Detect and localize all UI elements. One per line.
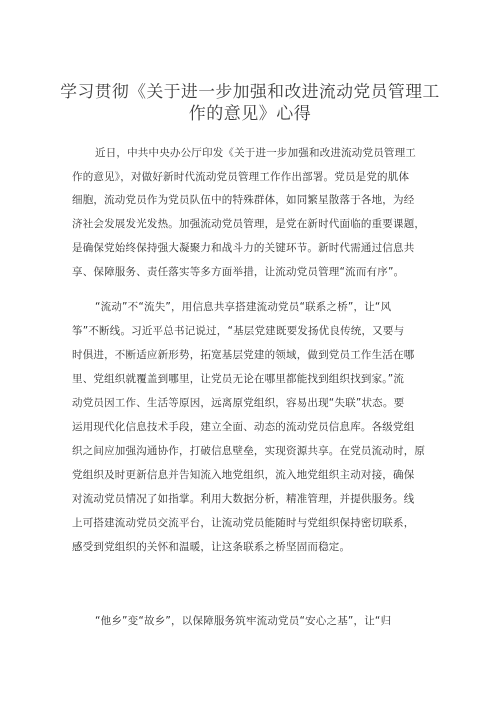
document-title-line-2: 作的意见》心得 — [188, 104, 312, 124]
paragraph-2-line-7: 织之间应加强沟通协作，打破信息壁垒，实现资源共享。在党员流动时，原 — [72, 445, 426, 457]
paragraph-2-line-8: 党组织及时更新信息并告知流入地党组织，流入地党组织主动对接，确保 — [72, 469, 415, 481]
paragraph-1-line-1: 近日，中共中央办公厅印发《关于进一步加强和改进流动党员管理工 — [95, 147, 416, 159]
paragraph-2-line-5: 动党员因工作、生活等原因，远离原党组织，容易出现“失联”状态。要 — [72, 397, 405, 409]
document-title-line-1: 学习贯彻《关于进一步加强和改进流动党员管理工 — [60, 81, 440, 101]
paragraph-2-line-9: 对流动党员情况了如指掌。利用大数据分析，精准管理，并提供服务。线 — [72, 493, 415, 505]
paragraph-1-line-3: 细胞，流动党员作为党员队伍中的特殊群体，如同繁星散落于各地，为经 — [72, 194, 415, 206]
paragraph-2-line-10: 上可搭建流动党员交流平台，让流动党员能随时与党组织保持密切联系， — [72, 517, 415, 529]
paragraph-1-line-6: 享、保障服务、责任落实等多方面举措，让流动党员管理“流而有序”。 — [72, 266, 405, 278]
paragraph-2-line-11: 感受到党组织的关怀和温暖，让这条联系之桥坚固而稳定。 — [72, 541, 351, 553]
paragraph-1-line-4: 济社会发展发光发热。加强流动党员管理，是党在新时代面临的重要课题， — [72, 218, 426, 230]
paragraph-2-line-1: “流动”不“流失”，用信息共享搭建流动党员“联系之桥”，让“风 — [95, 301, 392, 313]
paragraph-2-line-2: 筝”不断线。习近平总书记说过，“基层党建既要发扬优良传统，又要与 — [72, 325, 405, 337]
paragraph-2-line-3: 时俱进，不断适应新形势，拓宽基层党建的领域，做到党员工作生活在哪 — [72, 349, 415, 361]
paragraph-1-line-5: 是确保党始终保持强大凝聚力和战斗力的关键环节。新时代需通过信息共 — [72, 242, 415, 254]
paragraph-2-line-6: 运用现代化信息技术手段，建立全面、动态的流动党员信息库。各级党组 — [72, 421, 415, 433]
paragraph-1-line-2: 作的意见》，对做好新时代流动党员管理工作作出部署。党员是党的肌体 — [72, 171, 410, 183]
paragraph-2-line-4: 里、党组织就覆盖到哪里，让党员无论在哪里都能找到组织找到家。”流 — [72, 373, 405, 385]
paragraph-3-line-1: “他乡”变“故乡”，以保障服务筑牢流动党员“安心之基”，让“归 — [95, 615, 392, 627]
